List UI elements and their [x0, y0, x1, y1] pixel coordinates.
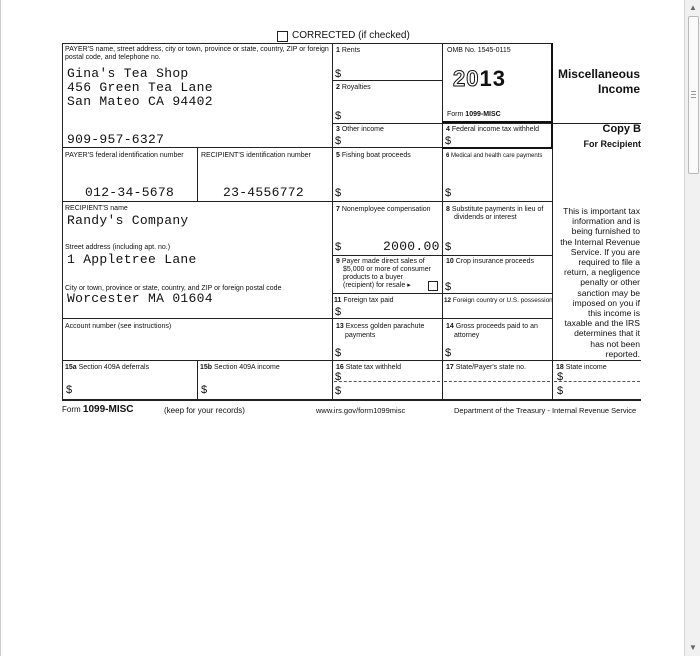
- box4-label: 4 Federal income tax withheld: [446, 126, 540, 133]
- box13-label-line2: payments: [345, 332, 376, 339]
- box9-label-line2: $5,000 or more of consumer: [343, 266, 431, 273]
- box13-label: 13 Excess golden parachute: [336, 323, 425, 330]
- box7-label: 7 Nonemployee compensation: [336, 206, 431, 213]
- form-title-line2: Income: [597, 82, 640, 96]
- notice-line: return, a negligence: [564, 267, 640, 278]
- recipient-name-label: RECIPIENT'S name: [65, 205, 128, 212]
- scroll-down-arrow-icon[interactable]: ▼: [689, 643, 697, 652]
- form-title-line1: Miscellaneous: [557, 67, 640, 81]
- box9-label-line4: (recipient) for resale ▸: [343, 282, 411, 289]
- notice-line: this income is: [587, 308, 640, 319]
- for-recipient-label: For Recipient: [583, 139, 641, 149]
- footer-department: Department of the Treasury - Internal Revenue Service: [454, 406, 637, 415]
- notice-line: imposed on you if: [572, 297, 640, 308]
- notice-line: the Internal Revenue: [560, 236, 640, 247]
- payer-street: 456 Green Tea Lane: [67, 80, 213, 95]
- box7-dollar: $: [335, 241, 342, 253]
- box2-dollar: $: [335, 110, 342, 122]
- recipient-name: Randy's Company: [67, 213, 189, 228]
- corrected-checkbox[interactable]: [277, 31, 288, 42]
- notice-line: being furnished to: [571, 226, 640, 237]
- payer-fed-id-label: PAYER'S federal identification number: [65, 152, 184, 159]
- box8-label-line2: dividends or interest: [454, 214, 517, 221]
- notice-line: penalty or other: [580, 277, 640, 288]
- footer-keep-records: (keep for your records): [164, 406, 245, 415]
- payer-fed-id: 012-34-5678: [85, 185, 175, 200]
- recipient-city: Worcester MA 01604: [67, 291, 213, 306]
- scroll-up-arrow-icon[interactable]: ▲: [689, 3, 697, 12]
- notice-line: Service. If you are: [570, 246, 640, 257]
- box18-dollar-2: $: [557, 385, 564, 397]
- notice-line: has not been: [590, 338, 640, 349]
- box2-label: 2 Royalties: [336, 84, 371, 91]
- box3-dollar: $: [335, 135, 342, 147]
- important-tax-notice: [556, 206, 640, 359]
- box9-label: 9 Payer made direct sales of: [336, 258, 425, 265]
- box14-label-line2: attorney: [454, 332, 480, 339]
- form-top-border: [62, 43, 552, 44]
- box12-label: 12 Foreign country or U.S. possession: [444, 297, 553, 304]
- box9-checkbox[interactable]: [428, 281, 438, 291]
- box10-label: 10 Crop insurance proceeds: [446, 258, 534, 265]
- payer-city: San Mateo CA 94402: [67, 94, 213, 109]
- form-name-header: Form 1099-MISC: [447, 111, 501, 118]
- recipient-id-label: RECIPIENT'S identification number: [201, 152, 311, 159]
- form-left-border: [62, 43, 63, 399]
- box16-dollar-2: $: [335, 385, 342, 397]
- box5-dollar: $: [335, 187, 342, 199]
- notice-line: reported.: [605, 348, 640, 359]
- footer-form-name: Form 1099-MISC: [62, 404, 134, 415]
- copy-b-label: Copy B: [602, 123, 641, 135]
- box8-label: 8 Substitute payments in lieu of: [446, 206, 544, 213]
- notice-line: determines that it: [574, 328, 640, 339]
- box5-label: 5 Fishing boat proceeds: [336, 152, 411, 159]
- tax-year: 2013: [453, 66, 506, 91]
- recipient-id: 23-4556772: [223, 185, 305, 200]
- notice-line: required to file a: [578, 257, 640, 268]
- box1-label: 1 Rents: [336, 47, 361, 54]
- box7-value: 2000.00: [383, 239, 440, 254]
- account-number-label: Account number (see instructions): [65, 323, 172, 330]
- box1-dollar: $: [335, 68, 342, 80]
- box15a-label: 15a Section 409A deferrals: [65, 364, 150, 371]
- box9-label-line3: products to a buyer: [343, 274, 403, 281]
- box16-dollar-1: $: [335, 371, 342, 383]
- payer-phone: 909-957-6327: [67, 132, 165, 147]
- box13-dollar: $: [335, 347, 342, 359]
- notice-line: information and is: [572, 216, 640, 227]
- footer-url: www.irs.gov/form1099misc: [316, 406, 406, 415]
- box16-label: 16 State tax withheld: [336, 364, 402, 371]
- omb-number: OMB No. 1545-0115: [447, 47, 511, 54]
- box15a-dollar: $: [66, 384, 73, 396]
- notice-line: This is important tax: [563, 206, 640, 216]
- corrected-label: CORRECTED (if checked): [292, 30, 410, 41]
- box18-label: 18 State income: [556, 364, 607, 371]
- box3-label: 3 Other income: [336, 126, 384, 133]
- box15b-dollar: $: [201, 384, 208, 396]
- recipient-street: 1 Appletree Lane: [67, 252, 197, 267]
- box18-dollar-1: $: [557, 371, 564, 383]
- payer-label: PAYER'S name, street address, city or town, province or state, country, ZIP or foreign postal code, and telephone no.: [65, 46, 329, 61]
- box10-dollar: $: [445, 281, 452, 293]
- recipient-city-label: City or town, province or state, country, and ZIP or foreign postal code: [65, 285, 282, 292]
- scrollbar-thumb[interactable]: [688, 16, 699, 174]
- box15b-label: 15b Section 409A income: [200, 364, 280, 371]
- box11-label: 11 Foreign tax paid: [334, 297, 394, 304]
- box11-dollar: $: [335, 306, 342, 318]
- box4-dollar: $: [445, 135, 452, 147]
- box6-dollar: $: [445, 187, 452, 199]
- box6-label: 6 Medical and health care payments: [446, 153, 543, 159]
- box14-label: 14 Gross proceeds paid to an: [446, 323, 538, 330]
- box8-dollar: $: [445, 241, 452, 253]
- vertical-scrollbar[interactable]: [684, 0, 700, 656]
- notice-line: taxable and the IRS: [564, 318, 640, 329]
- payer-name: Gina's Tea Shop: [67, 66, 189, 81]
- box14-dollar: $: [445, 347, 452, 359]
- box17-label: 17 State/Payer's state no.: [446, 364, 526, 371]
- notice-line: sanction may be: [577, 287, 640, 298]
- recipient-street-label: Street address (including apt. no.): [65, 244, 171, 251]
